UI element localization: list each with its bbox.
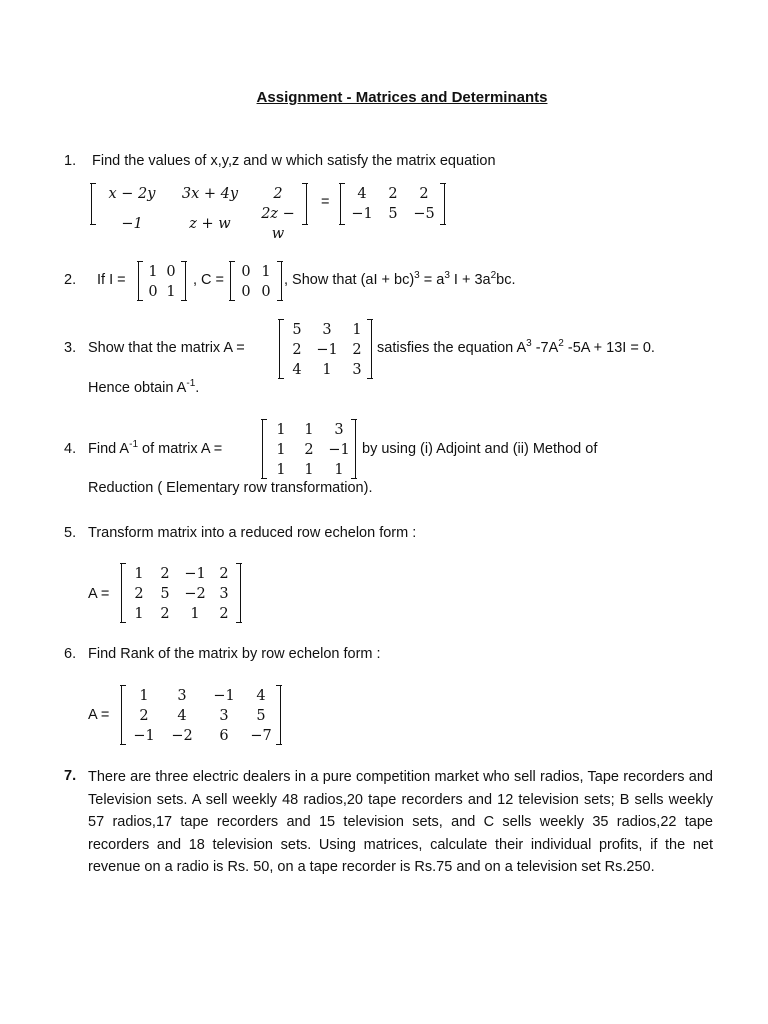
matrix-cell: 6	[219, 728, 229, 744]
matrix-cell: 2	[419, 186, 429, 202]
q4-reduction-text: Reduction ( Elementary row transformation).	[88, 480, 373, 496]
q3-number: 3.	[64, 340, 77, 356]
q2-c-matrix	[230, 262, 282, 300]
matrix-cell: 2	[139, 708, 149, 724]
q5-matrix-a	[121, 564, 241, 622]
q2-identity-matrix	[138, 262, 186, 300]
matrix-cell: 1	[148, 264, 158, 280]
matrix-cell: −2	[171, 728, 193, 744]
matrix-cell: −1	[121, 216, 143, 232]
matrix-cell: 4	[292, 362, 302, 378]
matrix-cell: z + w	[189, 216, 231, 232]
matrix-cell: 3	[219, 708, 229, 724]
matrix-cell: 3	[322, 322, 332, 338]
matrix-cell: 4	[357, 186, 367, 202]
matrix-cell: 1	[276, 442, 286, 458]
matrix-cell: 2	[273, 186, 283, 202]
matrix-cell: 1	[190, 606, 200, 622]
matrix-cell: 1	[166, 284, 176, 300]
matrix-cell: −5	[413, 206, 435, 222]
q5-a-label: A =	[88, 586, 110, 602]
matrix-cell: −1	[351, 206, 373, 222]
q4-number: 4.	[64, 441, 77, 457]
q1-rhs-matrix	[340, 184, 445, 224]
q1-number: 1.	[64, 153, 77, 169]
matrix-cell: −2	[184, 586, 206, 602]
matrix-cell: 5	[292, 322, 302, 338]
matrix-cell: 2	[304, 442, 314, 458]
matrix-cell: −1	[184, 566, 206, 582]
q4-method-text: by using (i) Adjoint and (ii) Method of	[362, 441, 598, 457]
q4-label: Find $A^{-1}$ of matrix A =	[88, 439, 223, 457]
matrix-cell: 1	[276, 422, 286, 438]
q2-c-label: , C =	[193, 272, 225, 288]
q3-label: Show that the matrix A =	[88, 340, 245, 356]
matrix-cell: 0	[148, 284, 158, 300]
q6-matrix-a	[121, 686, 281, 744]
q7-number: 7.	[64, 768, 77, 784]
q3-matrix-a	[279, 320, 372, 378]
matrix-cell: −1	[133, 728, 155, 744]
matrix-cell: −1	[213, 688, 235, 704]
matrix-cell: 1	[134, 606, 144, 622]
matrix-cell: −1	[328, 442, 350, 458]
q6-number: 6.	[64, 646, 77, 662]
matrix-cell: 1	[304, 422, 314, 438]
matrix-cell: 3	[352, 362, 362, 378]
matrix-cell: 5	[256, 708, 266, 724]
matrix-cell: 2	[219, 566, 229, 582]
q1-equals: =	[321, 194, 330, 210]
matrix-cell: 0	[241, 264, 251, 280]
q5-number: 5.	[64, 525, 77, 541]
matrix-cell: 1	[134, 566, 144, 582]
matrix-cell: 2z − w	[261, 206, 295, 242]
matrix-cell: 1	[322, 362, 332, 378]
matrix-cell: 2	[292, 342, 302, 358]
matrix-cell: 1	[276, 462, 286, 478]
q2-show-text: , Show that $(aI + bc)^3 = a^3$ $I + 3a^2bc$.	[284, 270, 516, 288]
matrix-cell: 0	[166, 264, 176, 280]
q7-text: There are three electric dealers in a pure competition market who sell radios, Tape recorders and Television sets. A sell weekly 48 radios,20 tape recorders and 12 television sets; B sells weekly 57 radios,17 tape recorders and 15 television sets, and C sells weekly 35 radios,22 tape recorders and 18 television sets. Using matrices, calculate their individual profits, if the net revenue on a radio is Rs. 50, on a tape recorder is Rs.75 and on a television set Rs.250.	[88, 769, 713, 875]
matrix-cell: 1	[261, 264, 271, 280]
matrix-cell: 1	[139, 688, 149, 704]
q5-text: Transform matrix into a reduced row echelon form :	[88, 525, 417, 541]
matrix-cell: 3	[219, 586, 229, 602]
matrix-cell: 5	[160, 586, 170, 602]
matrix-cell: 0	[241, 284, 251, 300]
matrix-cell: 0	[261, 284, 271, 300]
matrix-cell: 2	[160, 566, 170, 582]
matrix-cell: −1	[316, 342, 338, 358]
matrix-cell: 1	[304, 462, 314, 478]
matrix-cell: 5	[388, 206, 398, 222]
matrix-cell: 2	[134, 586, 144, 602]
matrix-cell: −7	[250, 728, 272, 744]
q2-number: 2.	[64, 272, 77, 288]
q2-if-label: If I =	[97, 272, 126, 288]
q1-text: Find the values of x,y,z and w which satisfy the matrix equation	[92, 153, 496, 169]
q6-a-label: A =	[88, 707, 110, 723]
page-title: Assignment - Matrices and Determinants	[256, 89, 548, 106]
matrix-cell: 2	[388, 186, 398, 202]
matrix-cell: 2	[352, 342, 362, 358]
matrix-cell: 2	[219, 606, 229, 622]
q4-matrix-a	[262, 420, 356, 478]
q6-text: Find Rank of the matrix by row echelon form :	[88, 646, 381, 662]
matrix-cell: 3	[334, 422, 344, 438]
matrix-cell: 2	[160, 606, 170, 622]
matrix-cell: x − 2y	[108, 186, 156, 202]
q1-lhs-matrix	[91, 184, 307, 242]
q3-equation: satisfies the equation $A^3$ $-7A^2$ -5A + 13I = 0.	[377, 338, 655, 356]
matrix-cell: 4	[256, 688, 266, 704]
matrix-cell: 4	[177, 708, 187, 724]
q3-hence: Hence obtain $A^{-1}$.	[88, 378, 200, 396]
matrix-cell: 1	[334, 462, 344, 478]
matrix-cell: 3x + 4y	[181, 186, 239, 202]
matrix-cell: 3	[177, 688, 187, 704]
matrix-cell: 1	[352, 322, 362, 338]
